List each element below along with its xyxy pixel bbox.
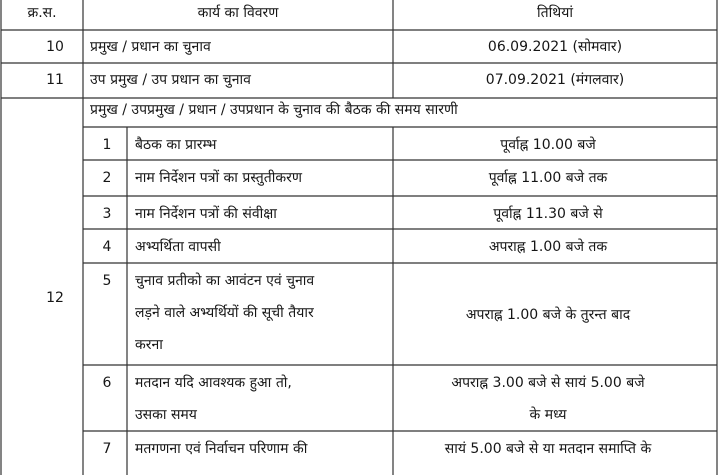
header-sn: क्र.स. bbox=[27, 5, 57, 21]
item-3-time-line-1: पूर्वाह्न 11.30 बजे से bbox=[493, 206, 603, 222]
item-1-desc-line-1: बैठक का प्रारम्भ bbox=[135, 137, 217, 153]
item-4-desc-line-1: अभ्यर्थिता वापसी bbox=[135, 239, 221, 255]
item-6-time-line-2: के मध्य bbox=[529, 407, 567, 423]
item-2-time-line-1: पूर्वाह्न 11.00 बजे तक bbox=[488, 170, 608, 186]
header-dates: तिथियां bbox=[537, 5, 573, 21]
section-12-title: प्रमुख / उपप्रमुख / प्रधान / उपप्रधान के चुनाव की बैठक की समय सारणी bbox=[90, 102, 458, 118]
item-5-desc-line-2: लड़ने वाले अभ्यर्थियों की सूची तैयार bbox=[135, 305, 314, 321]
row-11-date: 07.09.2021 (मंगलवार) bbox=[485, 72, 625, 88]
row-10-date: 06.09.2021 (सोमवार) bbox=[487, 39, 623, 55]
item-7-time-line-1: सायं 5.00 बजे से या मतदान समाप्ति के bbox=[444, 441, 652, 457]
item-1-number: 1 bbox=[102, 137, 112, 153]
row-11-sn: 11 bbox=[46, 72, 64, 88]
schedule-items bbox=[103, 136, 652, 457]
item-6-desc-line-2: उसका समय bbox=[135, 407, 197, 423]
header-work: कार्य का विवरण bbox=[197, 5, 279, 21]
item-6-desc-line-1: मतदान यदि आवश्यक हुआ तो, bbox=[135, 375, 292, 391]
row-11-work: उप प्रमुख / उप प्रधान का चुनाव bbox=[90, 72, 251, 88]
item-5-desc-line-1: चुनाव प्रतीको का आवंटन एवं चुनाव bbox=[135, 273, 315, 289]
row-10-work: प्रमुख / प्रधान का चुनाव bbox=[90, 39, 211, 55]
item-7-desc-line-1: मतगणना एवं निर्वाचन परिणाम की bbox=[135, 441, 308, 457]
item-3-desc-line-1: नाम निर्देशन पत्रों की संवीक्षा bbox=[135, 206, 277, 222]
item-2-number: 2 bbox=[102, 170, 112, 186]
item-6-time-line-1: अपराह्न 3.00 बजे से सायं 5.00 बजे bbox=[451, 375, 645, 391]
item-4-number: 4 bbox=[102, 239, 112, 255]
item-7-number: 7 bbox=[102, 441, 112, 457]
item-5-time-line-1: अपराह्न 1.00 बजे के तुरन्त बाद bbox=[465, 307, 631, 323]
item-5-number: 5 bbox=[102, 273, 112, 289]
item-5-desc-line-3: करना bbox=[135, 337, 163, 353]
item-4-time-line-1: अपराह्न 1.00 बजे तक bbox=[488, 239, 608, 255]
item-6-number: 6 bbox=[102, 375, 112, 391]
row-10-sn: 10 bbox=[46, 39, 64, 55]
item-2-desc-line-1: नाम निर्देशन पत्रों का प्रस्तुतीकरण bbox=[135, 170, 302, 186]
item-1-time-line-1: पूर्वाह्न 10.00 बजे bbox=[500, 137, 596, 153]
row-12-sn: 12 bbox=[46, 290, 64, 306]
item-3-number: 3 bbox=[102, 206, 112, 222]
